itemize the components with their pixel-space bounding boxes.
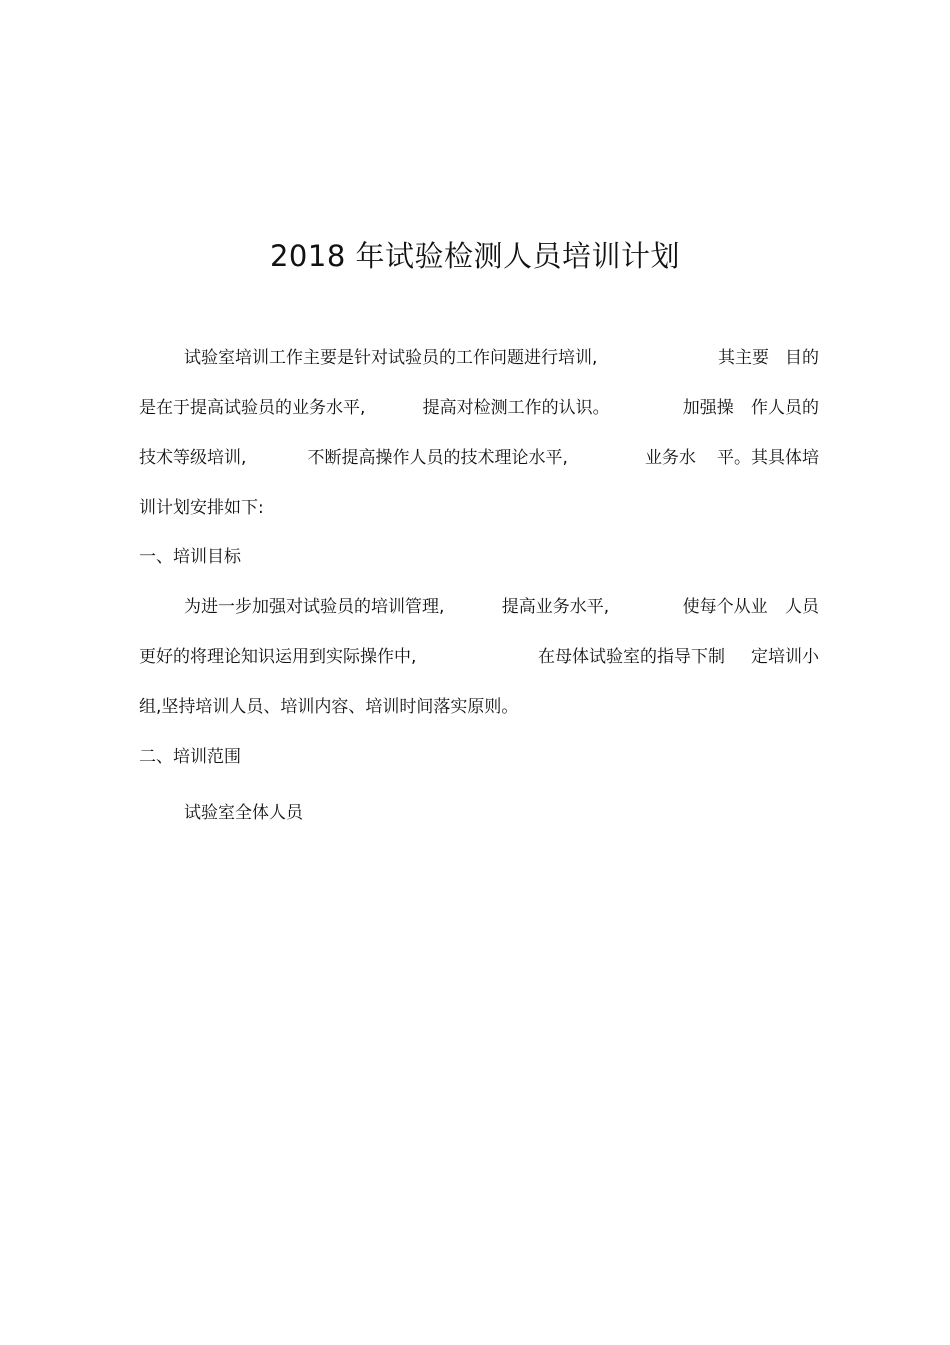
text-segment: 不断提高操作人员的技术理论水平, <box>307 448 568 468</box>
section1-line-3: 组,坚持培训人员、培训内容、培训时间落实原则。 <box>139 697 519 717</box>
text-segment: 平。其具体培 <box>717 448 819 468</box>
text-segment: 提高对检测工作的认识。 <box>422 398 610 418</box>
section1-line-1 <box>139 595 819 619</box>
text-segment: 技术等级培训, <box>139 448 247 468</box>
text-segment: 是在于提高试验员的业务水平, <box>139 398 366 418</box>
text-segment: 试验室培训工作主要是针对试验员的工作问题进行培训, <box>184 348 598 368</box>
section1-line-2 <box>139 645 819 669</box>
intro-line-3 <box>139 446 819 470</box>
text-segment: 业务水 <box>644 448 696 468</box>
text-segment: 目的 <box>785 348 819 368</box>
text-segment: 提高业务水平, <box>501 597 610 617</box>
intro-line-4: 训计划安排如下: <box>139 498 264 518</box>
text-segment: 使每个从业 <box>682 597 768 617</box>
text-segment: 更好的将理论知识运用到实际操作中, <box>139 647 417 667</box>
section-heading: 二、培训范围 <box>139 747 241 767</box>
intro-line-1 <box>139 346 819 370</box>
text-segment: 为进一步加强对试验员的培训管理, <box>184 597 445 617</box>
intro-line-2 <box>139 396 819 420</box>
section2-content: 试验室全体人员 <box>184 803 303 823</box>
text-segment: 人员 <box>784 597 819 617</box>
section-heading: 一、培训目标 <box>139 547 241 567</box>
text-segment: 在母体试验室的指导下制 <box>538 647 725 667</box>
page-title: 2018 年试验检测人员培训计划 <box>269 239 681 273</box>
text-segment: 加强操 <box>682 398 734 418</box>
text-segment: 作人员的 <box>750 398 819 418</box>
text-segment: 定培训小 <box>751 647 819 667</box>
text-segment: 其主要 <box>718 348 769 368</box>
